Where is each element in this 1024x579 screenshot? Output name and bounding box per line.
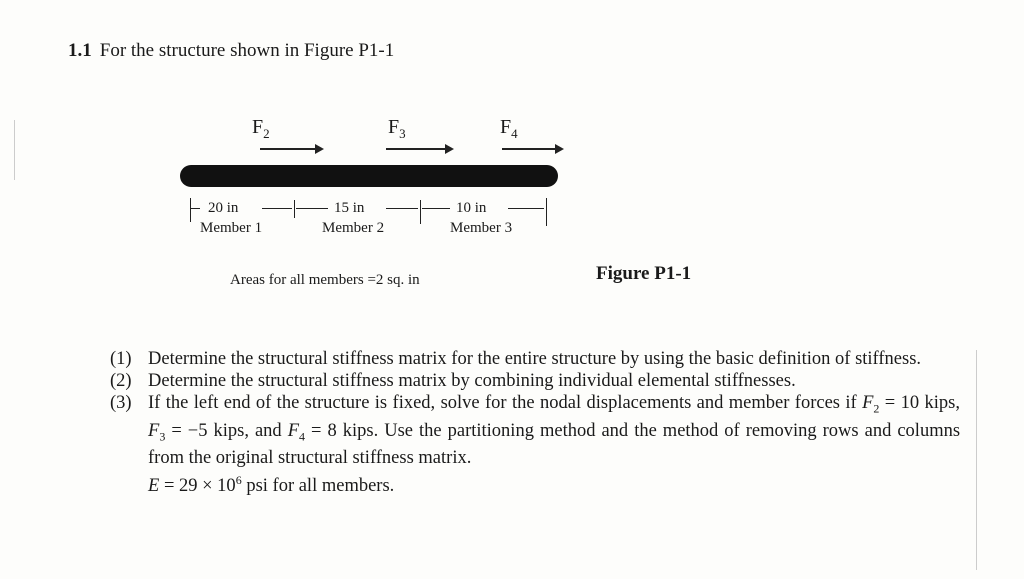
structure-bar (180, 165, 558, 187)
list-item (110, 370, 960, 392)
list-item (110, 348, 960, 370)
scan-margin-mark (976, 350, 977, 570)
dimension-line (422, 208, 450, 209)
force-arrow-f4 (502, 148, 562, 150)
force-label-f4: $F_4$ (500, 116, 518, 141)
dimension-label-3: 10 in (456, 200, 487, 216)
force-label-f2: $F_2$ (252, 116, 270, 141)
force-label-f3: $F_3$ (388, 116, 406, 141)
task-index: (3) (110, 393, 132, 413)
dimension-tick-left (190, 198, 191, 222)
dimension-line (190, 208, 200, 209)
dimension-line (262, 208, 292, 209)
task-text: If the left end of the structure is fixed, solve for the nodal displacements and member forces if $F_2 = 10$ kips, $F_3 = -5$ kips, and $F_4 = 8$ kips. Use the partitioning method and the method of removing rows and columns from the original structural stiffness matrix. $E = 29 \times 10^6$ psi for all members. (148, 393, 961, 497)
list-item (110, 392, 960, 498)
member-label-2: Member 2 (322, 220, 385, 236)
problem-statement: For the structure shown in Figure P1-1 (99, 40, 395, 61)
dimension-tick-right (546, 198, 547, 226)
member-label-3: Member 3 (450, 220, 513, 236)
problem-heading (68, 40, 394, 62)
task-text: Determine the structural stiffness matrix for the entire structure by using the basic definition of stiffness. (148, 349, 922, 369)
task-list (110, 348, 960, 498)
dimension-tick-node3 (420, 200, 421, 224)
problem-number: 1.1 (68, 40, 92, 61)
task-index: (1) (110, 349, 132, 369)
member-label-1: Member 1 (200, 220, 263, 236)
dimension-line (386, 208, 418, 209)
dimension-tick-node2 (294, 200, 295, 218)
dimension-line (296, 208, 328, 209)
dimension-line (508, 208, 544, 209)
area-note: Areas for all members =2 sq. in (230, 272, 420, 288)
task-text: Determine the structural stiffness matrix by combining individual elemental stiffnesses. (148, 371, 796, 391)
task-index: (2) (110, 371, 132, 391)
dimension-label-2: 15 in (334, 200, 365, 216)
scan-margin-mark (14, 120, 15, 180)
force-arrow-f3 (386, 148, 452, 150)
dimension-label-1: 20 in (208, 200, 239, 216)
force-arrow-f2 (260, 148, 322, 150)
figure-caption: Figure P1-1 (596, 263, 692, 284)
